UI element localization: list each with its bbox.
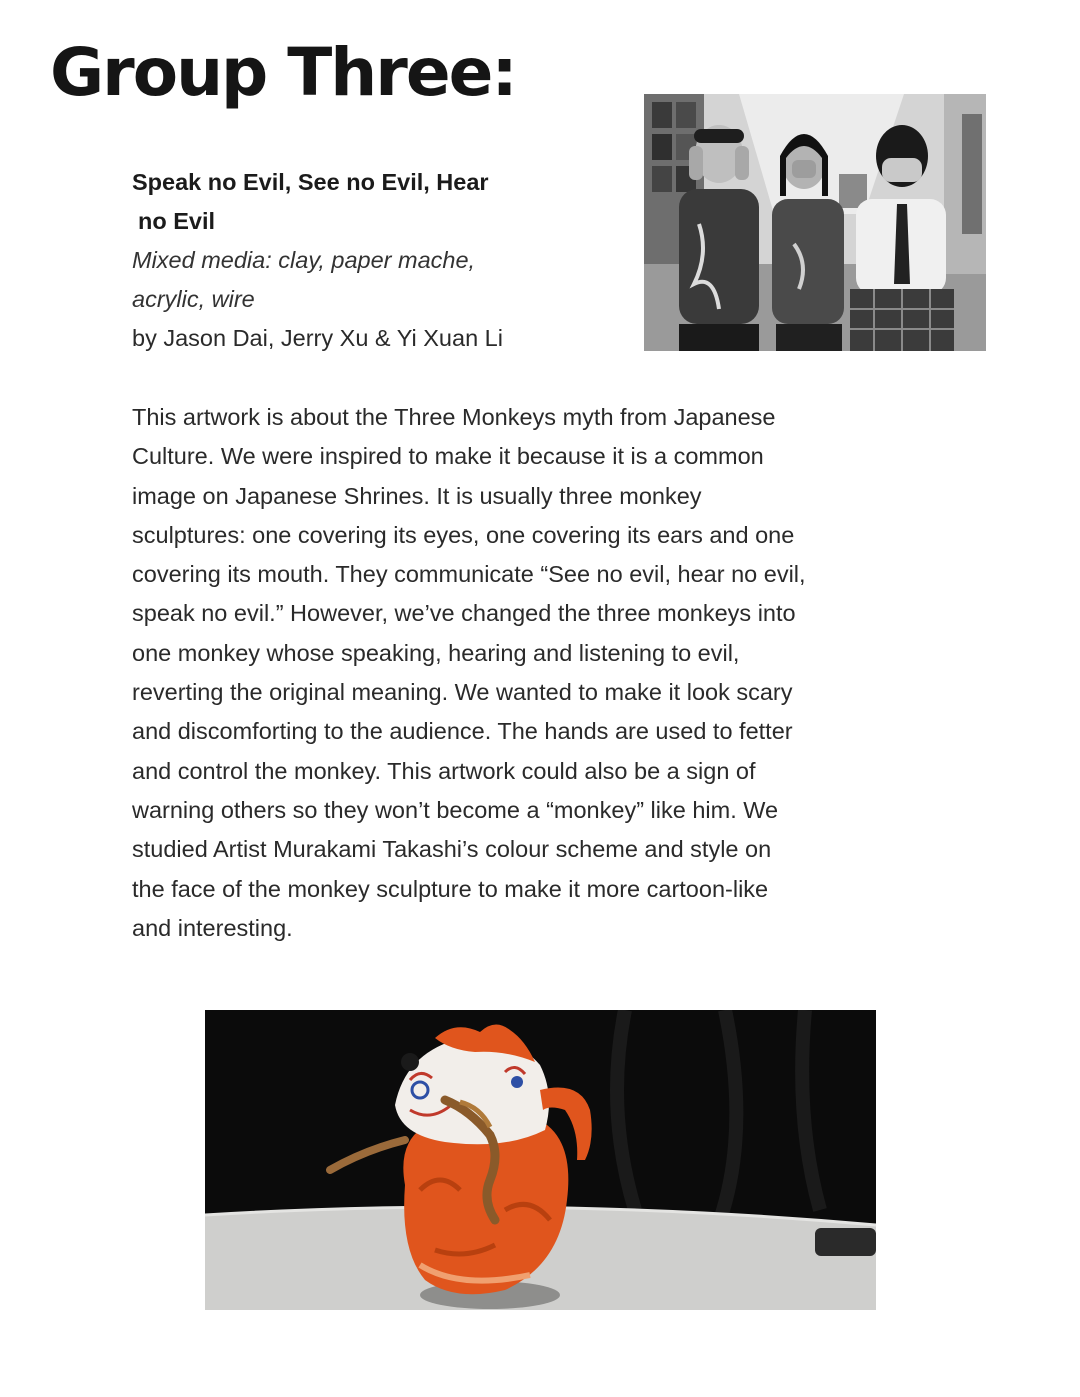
description-line: speak no evil.” However, we’ve changed the three monkeys into <box>132 600 796 627</box>
artwork-medium-line-2: acrylic, wire <box>132 286 255 312</box>
description-line: the face of the monkey sculpture to make it more cartoon-like <box>132 875 769 902</box>
description-line: covering its mouth. They communicate “See no evil, hear no evil, <box>132 561 806 588</box>
description-line: and control the monkey. This artwork could also be a sign of <box>132 757 756 784</box>
description-line: sculptures: one covering its eyes, one covering its ears and one <box>132 521 795 548</box>
sculpture-photo <box>205 1010 876 1310</box>
artwork-medium-line-1: Mixed media: clay, paper mache, <box>132 247 476 273</box>
artwork-medium <box>132 241 612 319</box>
artwork-title <box>132 163 612 241</box>
description-line: and interesting. <box>132 914 293 941</box>
students-photo <box>644 94 986 351</box>
artwork-description <box>132 398 892 948</box>
description-line: one monkey whose speaking, hearing and listening to evil, <box>132 639 740 666</box>
page-title: Group Three: <box>50 34 516 111</box>
description-line: image on Japanese Shrines. It is usually three monkey <box>132 482 702 509</box>
description-line: and discomforting to the audience. The hands are used to fetter <box>132 718 793 745</box>
artwork-title-line-2: no Evil <box>138 208 216 234</box>
description-line: warning others so they won’t become a “monkey” like him. We <box>132 796 779 823</box>
description-line: studied Artist Murakami Takashi’s colour scheme and style on <box>132 836 772 863</box>
students-photo-illustration <box>644 94 986 351</box>
description-line: Culture. We were inspired to make it because it is a common <box>132 443 764 470</box>
artwork-info <box>132 163 612 358</box>
artwork-credits: by Jason Dai, Jerry Xu & Yi Xuan Li <box>132 325 503 351</box>
artwork-title-line-1: Speak no Evil, See no Evil, Hear <box>132 169 489 195</box>
sculpture-photo-illustration <box>205 1010 876 1310</box>
description-line: This artwork is about the Three Monkeys myth from Japanese <box>132 404 776 430</box>
description-line: reverting the original meaning. We wanted to make it look scary <box>132 679 793 706</box>
